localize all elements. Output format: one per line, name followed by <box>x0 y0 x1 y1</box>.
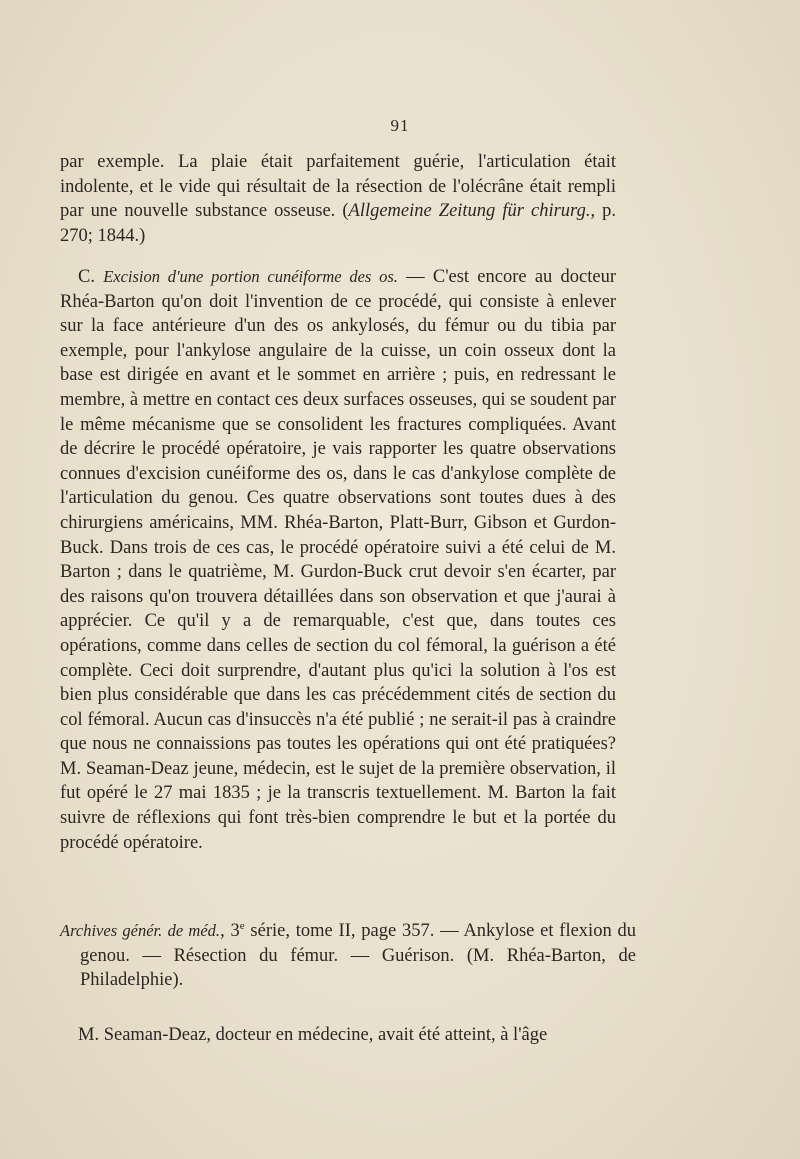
observation-paragraph <box>60 1023 616 1048</box>
observation-source <box>60 919 636 993</box>
source-series-number: , 3 <box>220 921 240 941</box>
paragraph-continuation <box>60 150 616 248</box>
page-number: 91 <box>390 116 410 135</box>
paragraph-text: par exemple. La plaie était parfaitement guérie, l'articulation était indolente, et le vide qui résultait de la résection de l'olécrâne était rempli par une nouvelle substance osseuse. ( <box>60 152 616 222</box>
citation-details: , p. 270; 1844.) <box>60 201 617 246</box>
section-heading: Excision d'une portion cunéiforme des os. <box>103 267 398 286</box>
observation-text: M. Seaman-Deaz, docteur en médecine, avait été atteint, à l'âge <box>78 1025 548 1045</box>
section-label: C. <box>78 267 95 287</box>
source-series-superscript: e <box>239 919 245 932</box>
source-journal: Archives génér. de méd. <box>60 921 221 940</box>
citation-journal: Allgemeine Zeitung für chirurg. <box>348 201 591 222</box>
section-c-paragraph <box>60 265 616 855</box>
section-body: — C'est encore au docteur Rhéa-Barton qu'on doit l'invention de ce procédé, qui consiste à enlever sur la face antérieure d'un des os ankylosés, du fémur ou du tibia par exemple, pour l'ankylose angulaire de la cuisse, un coin osseux dont la base est dirigée en avant et le sommet en arrière ; puis, en redressant le membre, à mettre en contact ces deux surfaces osseuses, qui se soudent par le même mécanisme que se consolident les fractures compliquées. Avant de décrire le procédé opératoire, je vais rapporter les quatre observations connues d'excision cunéiforme des os, dans le cas d'ankylose complète de l'articulation du genou. Ces quatre observations sont toutes dues à des chirurgiens américains, MM. Rhéa-Barton, Platt-Burr, Gibson et Gurdon-Buck. Dans trois de ces cas, le procédé opératoire suivi a été celui de M. Barton ; dans le quatrième, M. Gurdon-Buck crut devoir s'en écarter, par des raisons qu'on trouvera détaillées dans son observation et que j'aurai à apprécier. Ce qu'il y a de remarquable, c'est que, dans toutes ces opérations, comme dans celles de section du col fémoral, la guérison a été complète. Ceci doit surprendre, d'autant plus qu'ici la solution à l'os est bien plus considérable que dans les cas précédemment cités de section du col fémoral. Aucun cas d'insuccès n'a été publié ; ne serait-il pas à craindre que nous ne connaissions pas toutes les opérations qui ont été pratiquées? M. Seaman-Deaz jeune, médecin, est le sujet de la première observation, il fut opéré le 27 mai 1835 ; je la transcris textuellement. M. Barton la fait suivre de réflexions qui font très-bien comprendre le but et la portée du procédé opératoire. <box>60 267 616 853</box>
source-details: série, tome II, page 357. — Ankylose et flexion du genou. — Résection du fémur. — Guérison. (M. Rhéa-Barton, de Philadelphie). <box>80 921 636 991</box>
